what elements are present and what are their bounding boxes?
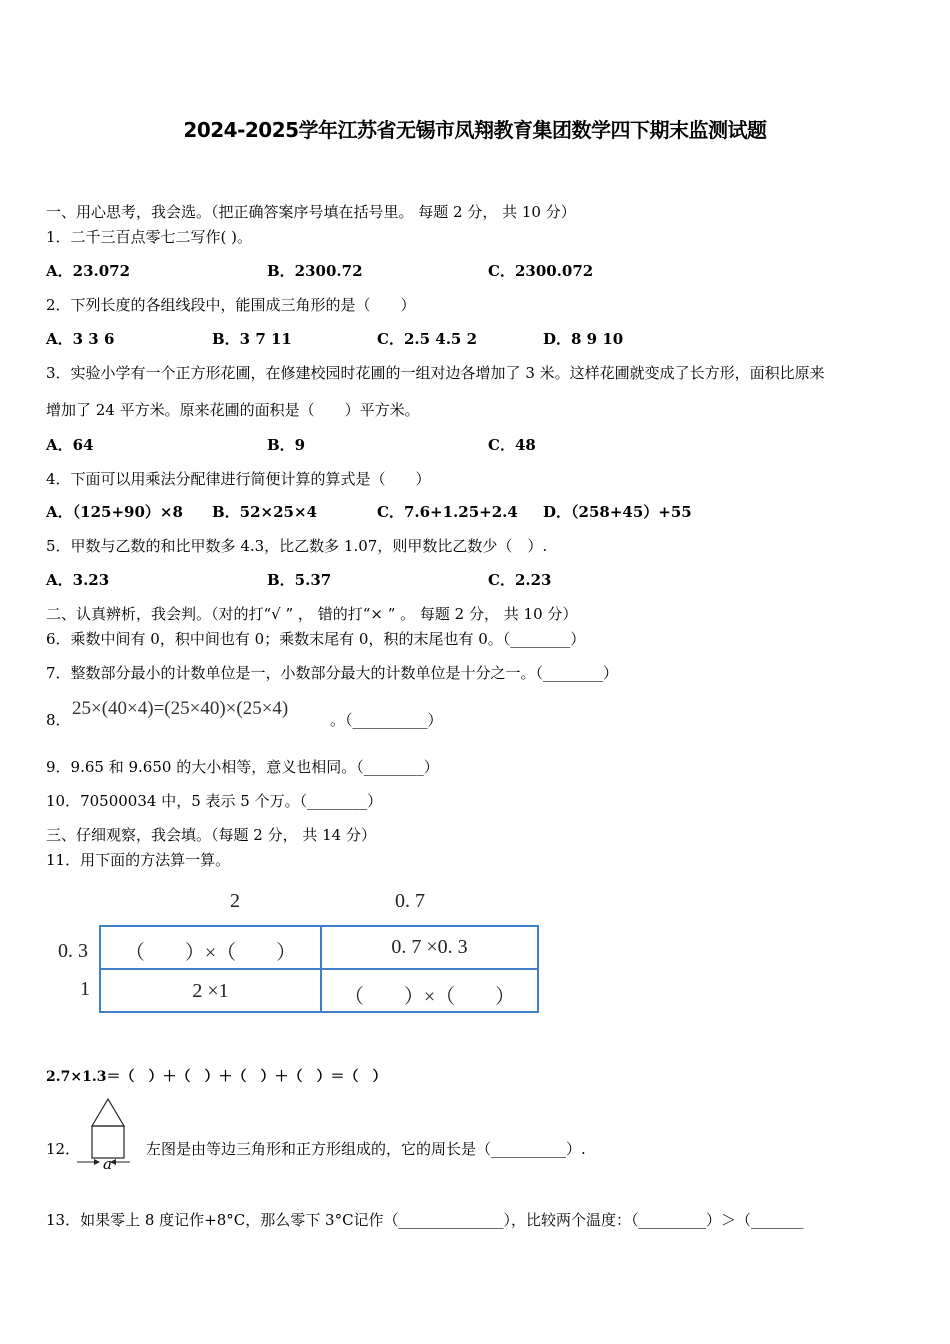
q11-cell-bottom-right[interactable]: （ ）×（ ） (343, 986, 516, 1008)
q1-stem: 1．二千三百点零七二写作( )。 (46, 228, 253, 246)
grid-horizontal-line (101, 968, 537, 970)
q12-figure-label: a (103, 1155, 112, 1173)
q11-cell-top-right: 0. 7 ×0. 3 (391, 936, 468, 958)
q11-equation[interactable]: 2.7×1.3＝（ ）＋（ ）＋（ ）＋（ ）＝（ ） (46, 1069, 387, 1085)
q7-text: 7．整数部分最小的计数单位是一，小数部分最大的计数单位是十分之一。（________） (46, 664, 619, 682)
q11-cell-top-left[interactable]: （ ）×（ ） (124, 942, 297, 964)
q4-option-d[interactable]: D．（258+45）+55 (543, 503, 692, 521)
q6-text: 6．乘数中间有 0，积中间也有 0；乘数末尾有 0，积的末尾也有 0。（________） (46, 630, 586, 648)
section-1-heading: 一、用心思考，我会选。（把正确答案序号填在括号里。 每题 2 分， 共 10 分） (46, 203, 576, 221)
q11-stem: 11．用下面的方法算一算。 (46, 851, 231, 869)
q1-option-b[interactable]: B．2300.72 (267, 262, 363, 280)
q11-cell-bottom-left: 2 ×1 (192, 980, 229, 1002)
q3-option-a[interactable]: A．64 (46, 436, 94, 454)
square-shape (92, 1126, 124, 1158)
q3-option-c[interactable]: C．48 (488, 436, 536, 454)
q12-text: 左图是由等边三角形和正方形组成的，它的周长是（__________）. (146, 1140, 586, 1158)
q5-option-b[interactable]: B．5.37 (267, 571, 332, 589)
q13-text: 13．如果零上 8 度记作+8°C，那么零下 3°C记作（______________），比较两个温度：（_________）＞（_______ (46, 1211, 804, 1229)
q11-col-label-1: 2 (230, 890, 240, 912)
q3-stem-line2: 增加了 24 平方米。原来花圃的面积是（ ）平方米。 (46, 401, 420, 419)
section-3-heading: 三、仔细观察，我会填。（每题 2 分， 共 14 分） (46, 826, 376, 844)
q1-option-a[interactable]: A．23.072 (46, 262, 131, 280)
q11-row-label-1: 0. 3 (58, 940, 88, 962)
q5-stem: 5．甲数与乙数的和比甲数多 4.3，比乙数多 1.07，则甲数比乙数少（ ）. (46, 537, 548, 555)
q4-stem: 4．下面可以用乘法分配律进行简便计算的算式是（ ） (46, 470, 431, 488)
arrow-left-head (94, 1159, 100, 1165)
q9-text: 9．9.65 和 9.650 的大小相等，意义也相同。（________） (46, 758, 439, 776)
q11-row-label-2: 1 (80, 978, 90, 1000)
q5-option-c[interactable]: C．2.23 (488, 571, 552, 589)
q4-option-a[interactable]: A．（125+90）×8 (46, 503, 183, 521)
q4-option-b[interactable]: B．52×25×4 (212, 503, 318, 521)
q8-answer-blank[interactable]: 。（__________） (330, 711, 443, 729)
q3-option-b[interactable]: B．9 (267, 436, 306, 454)
section-2-heading: 二、认真辨析，我会判。（对的打“√ ” ， 错的打“× ” 。 每题 2 分， 共 10 分） (46, 605, 578, 623)
q2-option-c[interactable]: C．2.5 4.5 2 (377, 330, 478, 348)
q8-number: 8． (46, 711, 71, 729)
q10-text: 10．70500034 中，5 表示 5 个万。（________） (46, 792, 383, 810)
page-title: 2024-2025学年江苏省无锡市凤翔教育集团数学四下期末监测试题 (183, 118, 767, 142)
q2-stem: 2．下列长度的各组线段中，能围成三角形的是（ ） (46, 296, 416, 314)
q4-option-c[interactable]: C．7.6+1.25+2.4 (377, 503, 518, 521)
q2-option-a[interactable]: A．3 3 6 (46, 330, 115, 348)
q2-option-d[interactable]: D．8 9 10 (543, 330, 624, 348)
triangle-shape (92, 1099, 124, 1126)
q2-option-b[interactable]: B．3 7 11 (212, 330, 292, 348)
q5-option-a[interactable]: A．3.23 (46, 571, 110, 589)
q11-col-label-2: 0. 7 (395, 890, 425, 912)
q11-area-grid (99, 925, 539, 1013)
q3-stem-line1: 3．实验小学有一个正方形花圃，在修建校园时花圃的一组对边各增加了 3 米。这样花圃就变成了长方形，面积比原来 (46, 364, 825, 382)
q12-number: 12． (46, 1140, 81, 1158)
q1-option-c[interactable]: C．2300.072 (488, 262, 594, 280)
q8-expression: 25×(40×4)=(25×40)×(25×4) (72, 698, 289, 719)
